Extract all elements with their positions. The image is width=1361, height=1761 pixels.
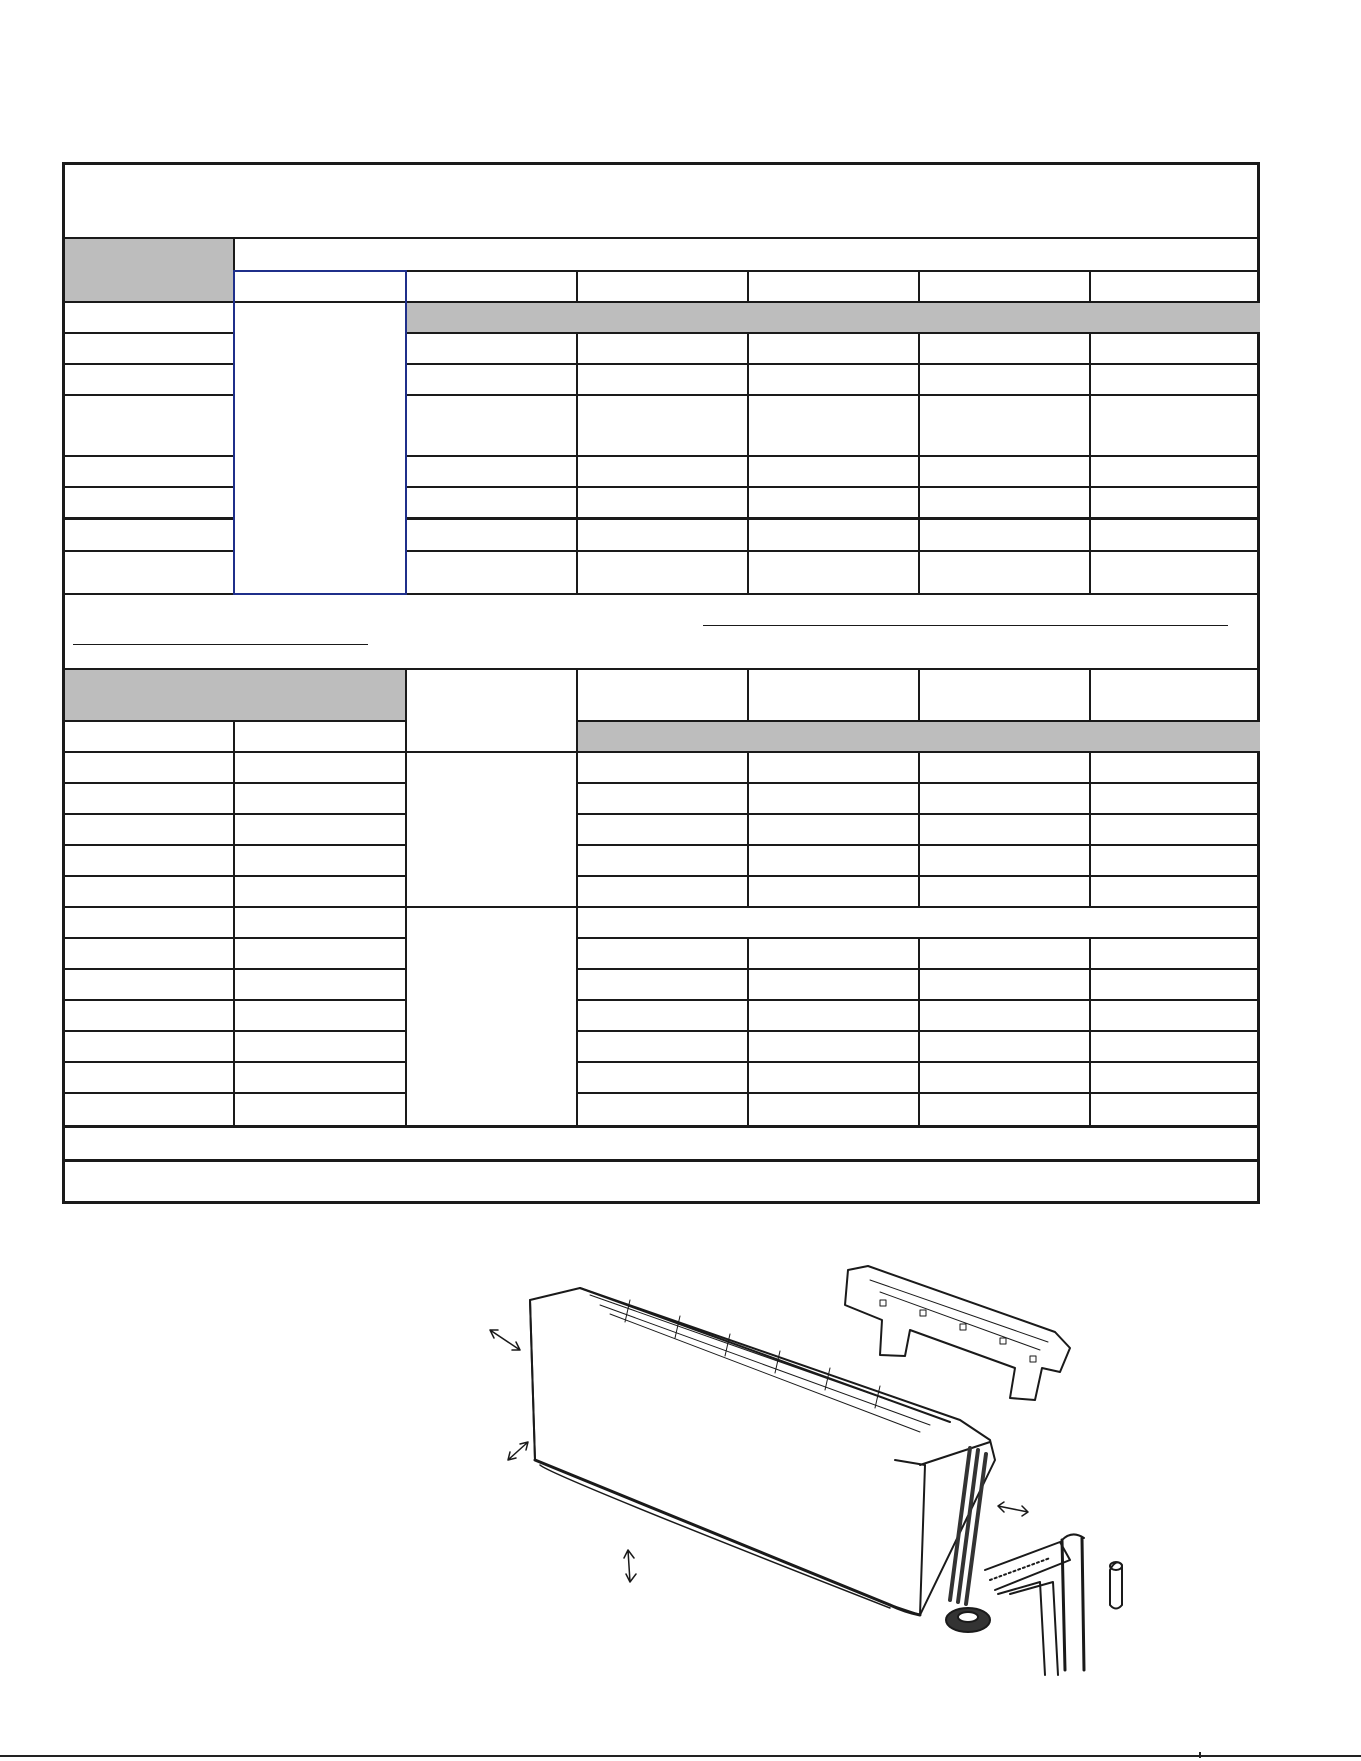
- header-cell-gray-top-left: [65, 239, 233, 301]
- lower-rule-10: [65, 999, 405, 1001]
- note-underline-1: [703, 625, 1228, 626]
- header-cell-gray-mid-left: [65, 669, 405, 721]
- lower-col-6: [1089, 669, 1091, 721]
- lower-col-6c: [1089, 937, 1091, 1126]
- upper-col-4b: [747, 332, 749, 594]
- lower-rule-12: [65, 1061, 405, 1063]
- lower-col-5c: [918, 937, 920, 1126]
- lower-rule-3: [65, 782, 405, 784]
- upper-rule-7b: [405, 486, 1260, 488]
- upper-rule-3b: [405, 332, 1260, 334]
- upper-rule-6: [65, 455, 233, 457]
- upper-rule-9b: [405, 550, 1260, 552]
- lower-col-5b: [918, 751, 920, 907]
- indoor-unit-illustration: [450, 1260, 1130, 1680]
- footer-tick: [1199, 1752, 1201, 1758]
- lower-rule-4: [65, 813, 405, 815]
- lower-rule-7: [65, 906, 1260, 908]
- indoor-unit-icon: [530, 1288, 995, 1615]
- tape-roll-icon: [946, 1608, 990, 1632]
- lower-rule-9: [65, 968, 405, 970]
- lower-col-4b: [747, 751, 749, 907]
- upper-col-3b: [576, 332, 578, 594]
- refrigerant-piping-icon: [985, 1534, 1084, 1670]
- upper-rule-8b: [405, 517, 1260, 520]
- lower-rule-13: [65, 1092, 405, 1094]
- footer-rule: [0, 1755, 1361, 1757]
- upper-rule-6b: [405, 455, 1260, 457]
- pipe-cap-icon: [1110, 1562, 1122, 1609]
- highlighted-column: [233, 270, 407, 595]
- lower-col-2: [405, 669, 407, 1126]
- upper-col-6b: [1089, 332, 1091, 594]
- drain-hose-icon: [998, 1582, 1058, 1675]
- upper-col-5: [918, 270, 920, 302]
- lower-rule-6: [65, 875, 405, 877]
- upper-rule-8: [65, 517, 233, 520]
- upper-rule-5: [65, 394, 233, 396]
- header-band-gray-lower: [576, 721, 1260, 751]
- upper-rule-4: [65, 363, 233, 365]
- title-rule: [65, 237, 1260, 239]
- lower-rule-5: [65, 844, 405, 846]
- lower-rule-8: [65, 937, 405, 939]
- upper-rule-4b: [405, 363, 1260, 365]
- lower-col-1: [233, 720, 235, 1126]
- lower-col-3: [576, 669, 578, 1126]
- lower-rule-2: [65, 751, 1260, 753]
- upper-rule-5b: [405, 394, 1260, 396]
- header-band-gray-upper: [405, 302, 1260, 332]
- note-bottom-rule: [65, 668, 1260, 670]
- upper-rule-7: [65, 486, 233, 488]
- lower-col-4: [747, 669, 749, 721]
- mounting-plate-icon: [845, 1266, 1070, 1400]
- spec-table: [62, 162, 1260, 1204]
- lower-col-5: [918, 669, 920, 721]
- footer-row-rule: [65, 1159, 1260, 1162]
- lower-rule-11: [65, 1030, 405, 1032]
- upper-col-5b: [918, 332, 920, 594]
- lower-col-6b: [1089, 751, 1091, 907]
- note-underline-2: [73, 644, 368, 645]
- upper-col-6: [1089, 270, 1091, 302]
- lower-section-bottom-rule: [65, 1125, 1260, 1128]
- upper-rule-3: [65, 332, 233, 334]
- lower-col-4c: [747, 937, 749, 1126]
- upper-col-3: [576, 270, 578, 302]
- lower-rule-1: [65, 720, 405, 722]
- upper-rule-9: [65, 550, 233, 552]
- upper-col-4: [747, 270, 749, 302]
